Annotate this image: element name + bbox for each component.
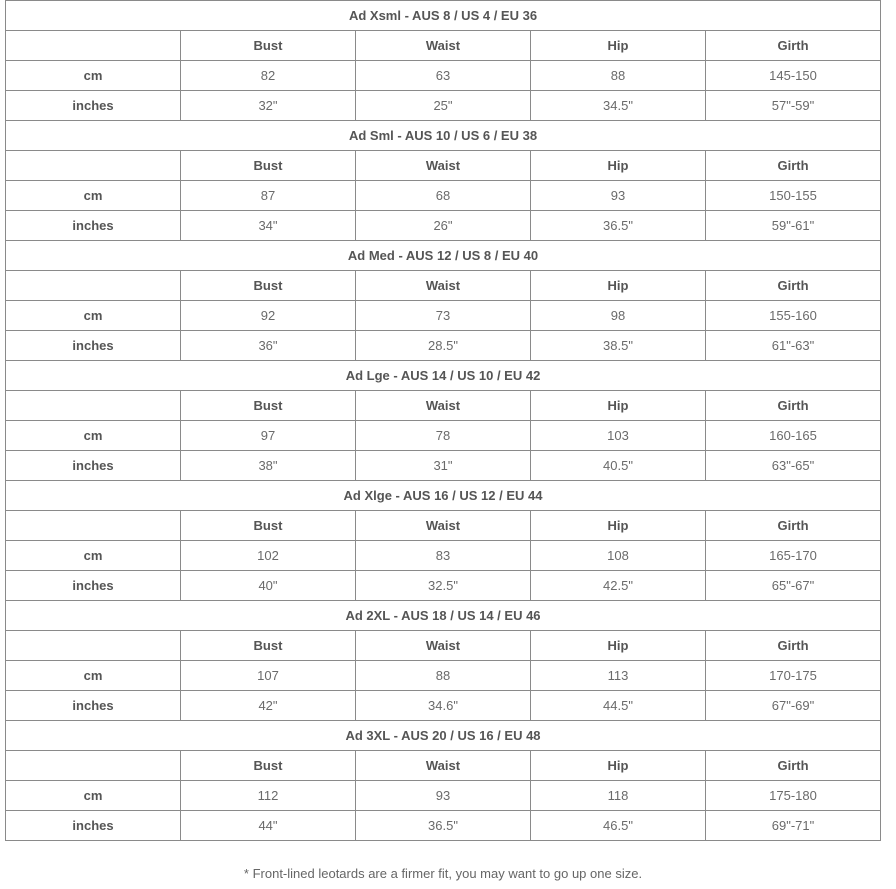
- section-title-row: [6, 601, 881, 631]
- column-header: Bust: [181, 751, 356, 781]
- unit-label: cm: [6, 181, 181, 211]
- column-header: Girth: [706, 271, 881, 301]
- column-header: Girth: [706, 631, 881, 661]
- section-title: Ad Xsml - AUS 8 / US 4 / EU 36: [6, 1, 881, 31]
- measurement-cell: 38": [181, 451, 356, 481]
- column-header: Girth: [706, 751, 881, 781]
- unit-label: cm: [6, 61, 181, 91]
- header-row: [6, 271, 881, 301]
- measurement-cell: 42": [181, 691, 356, 721]
- column-header: Girth: [706, 391, 881, 421]
- unit-label: inches: [6, 91, 181, 121]
- measurement-cell: 34.6": [356, 691, 531, 721]
- measurement-cell: 59"-61": [706, 211, 881, 241]
- measurement-cell: 31": [356, 451, 531, 481]
- measurement-cell: 28.5": [356, 331, 531, 361]
- measurement-row: [6, 331, 881, 361]
- measurement-cell: 108: [531, 541, 706, 571]
- column-header: Waist: [356, 391, 531, 421]
- measurement-row: [6, 811, 881, 841]
- measurement-cell: 82: [181, 61, 356, 91]
- column-header: Bust: [181, 511, 356, 541]
- unit-label: cm: [6, 301, 181, 331]
- measurement-cell: 93: [531, 181, 706, 211]
- column-header: Bust: [181, 391, 356, 421]
- header-row: [6, 31, 881, 61]
- measurement-cell: 170-175: [706, 661, 881, 691]
- section-title-row: [6, 1, 881, 31]
- header-row: [6, 151, 881, 181]
- measurement-cell: 36.5": [531, 211, 706, 241]
- measurement-cell: 92: [181, 301, 356, 331]
- section-title: Ad Lge - AUS 14 / US 10 / EU 42: [6, 361, 881, 391]
- unit-label: cm: [6, 541, 181, 571]
- measurement-cell: 36.5": [356, 811, 531, 841]
- measurement-cell: 32": [181, 91, 356, 121]
- measurement-cell: 160-165: [706, 421, 881, 451]
- header-blank-cell: [6, 151, 181, 181]
- unit-label: inches: [6, 691, 181, 721]
- measurement-cell: 73: [356, 301, 531, 331]
- unit-label: inches: [6, 211, 181, 241]
- measurement-cell: 98: [531, 301, 706, 331]
- measurement-cell: 61"-63": [706, 331, 881, 361]
- section-title: Ad Xlge - AUS 16 / US 12 / EU 44: [6, 481, 881, 511]
- measurement-cell: 68: [356, 181, 531, 211]
- column-header: Girth: [706, 31, 881, 61]
- column-header: Hip: [531, 31, 706, 61]
- unit-label: cm: [6, 421, 181, 451]
- header-row: [6, 631, 881, 661]
- measurement-cell: 78: [356, 421, 531, 451]
- measurement-cell: 88: [356, 661, 531, 691]
- measurement-cell: 97: [181, 421, 356, 451]
- measurement-cell: 155-160: [706, 301, 881, 331]
- measurement-row: [6, 181, 881, 211]
- column-header: Hip: [531, 511, 706, 541]
- column-header: Bust: [181, 31, 356, 61]
- header-row: [6, 511, 881, 541]
- size-chart-body: [6, 1, 881, 841]
- column-header: Bust: [181, 631, 356, 661]
- section-title: Ad 2XL - AUS 18 / US 14 / EU 46: [6, 601, 881, 631]
- column-header: Hip: [531, 391, 706, 421]
- measurement-row: [6, 211, 881, 241]
- measurement-cell: 107: [181, 661, 356, 691]
- measurement-cell: 38.5": [531, 331, 706, 361]
- header-blank-cell: [6, 631, 181, 661]
- measurement-cell: 112: [181, 781, 356, 811]
- measurement-cell: 87: [181, 181, 356, 211]
- section-title: Ad Sml - AUS 10 / US 6 / EU 38: [6, 121, 881, 151]
- unit-label: cm: [6, 781, 181, 811]
- measurement-cell: 63: [356, 61, 531, 91]
- unit-label: inches: [6, 811, 181, 841]
- header-row: [6, 391, 881, 421]
- measurement-cell: 36": [181, 331, 356, 361]
- measurement-cell: 165-170: [706, 541, 881, 571]
- column-header: Hip: [531, 271, 706, 301]
- header-blank-cell: [6, 31, 181, 61]
- column-header: Bust: [181, 151, 356, 181]
- measurement-row: [6, 691, 881, 721]
- section-title-row: [6, 721, 881, 751]
- measurement-cell: 65"-67": [706, 571, 881, 601]
- measurement-cell: 145-150: [706, 61, 881, 91]
- unit-label: inches: [6, 571, 181, 601]
- measurement-row: [6, 661, 881, 691]
- size-chart-table: [5, 0, 881, 841]
- measurement-cell: 42.5": [531, 571, 706, 601]
- measurement-cell: 40": [181, 571, 356, 601]
- measurement-cell: 150-155: [706, 181, 881, 211]
- measurement-cell: 69"-71": [706, 811, 881, 841]
- measurement-row: [6, 541, 881, 571]
- measurement-cell: 40.5": [531, 451, 706, 481]
- measurement-cell: 83: [356, 541, 531, 571]
- unit-label: inches: [6, 451, 181, 481]
- header-blank-cell: [6, 751, 181, 781]
- measurement-cell: 26": [356, 211, 531, 241]
- measurement-row: [6, 421, 881, 451]
- measurement-row: [6, 451, 881, 481]
- column-header: Waist: [356, 31, 531, 61]
- measurement-cell: 32.5": [356, 571, 531, 601]
- measurement-cell: 34": [181, 211, 356, 241]
- section-title-row: [6, 241, 881, 271]
- measurement-row: [6, 571, 881, 601]
- header-row: [6, 751, 881, 781]
- unit-label: cm: [6, 661, 181, 691]
- measurement-cell: 44.5": [531, 691, 706, 721]
- measurement-cell: 102: [181, 541, 356, 571]
- column-header: Bust: [181, 271, 356, 301]
- measurement-cell: 118: [531, 781, 706, 811]
- column-header: Hip: [531, 631, 706, 661]
- measurement-cell: 46.5": [531, 811, 706, 841]
- measurement-cell: 25": [356, 91, 531, 121]
- column-header: Waist: [356, 631, 531, 661]
- measurement-cell: 113: [531, 661, 706, 691]
- measurement-row: [6, 781, 881, 811]
- measurement-row: [6, 61, 881, 91]
- measurement-row: [6, 301, 881, 331]
- column-header: Waist: [356, 511, 531, 541]
- header-blank-cell: [6, 391, 181, 421]
- section-title-row: [6, 121, 881, 151]
- header-blank-cell: [6, 271, 181, 301]
- measurement-cell: 103: [531, 421, 706, 451]
- column-header: Hip: [531, 751, 706, 781]
- measurement-cell: 63"-65": [706, 451, 881, 481]
- header-blank-cell: [6, 511, 181, 541]
- measurement-cell: 34.5": [531, 91, 706, 121]
- measurement-cell: 88: [531, 61, 706, 91]
- section-title-row: [6, 481, 881, 511]
- column-header: Waist: [356, 751, 531, 781]
- footnote: * Front-lined leotards are a firmer fit, you may want to go up one size.: [243, 866, 643, 881]
- column-header: Girth: [706, 151, 881, 181]
- measurement-row: [6, 91, 881, 121]
- measurement-cell: 57"-59": [706, 91, 881, 121]
- section-title: Ad Med - AUS 12 / US 8 / EU 40: [6, 241, 881, 271]
- column-header: Waist: [356, 151, 531, 181]
- measurement-cell: 44": [181, 811, 356, 841]
- column-header: Hip: [531, 151, 706, 181]
- section-title: Ad 3XL - AUS 20 / US 16 / EU 48: [6, 721, 881, 751]
- column-header: Waist: [356, 271, 531, 301]
- unit-label: inches: [6, 331, 181, 361]
- column-header: Girth: [706, 511, 881, 541]
- measurement-cell: 93: [356, 781, 531, 811]
- section-title-row: [6, 361, 881, 391]
- measurement-cell: 67"-69": [706, 691, 881, 721]
- measurement-cell: 175-180: [706, 781, 881, 811]
